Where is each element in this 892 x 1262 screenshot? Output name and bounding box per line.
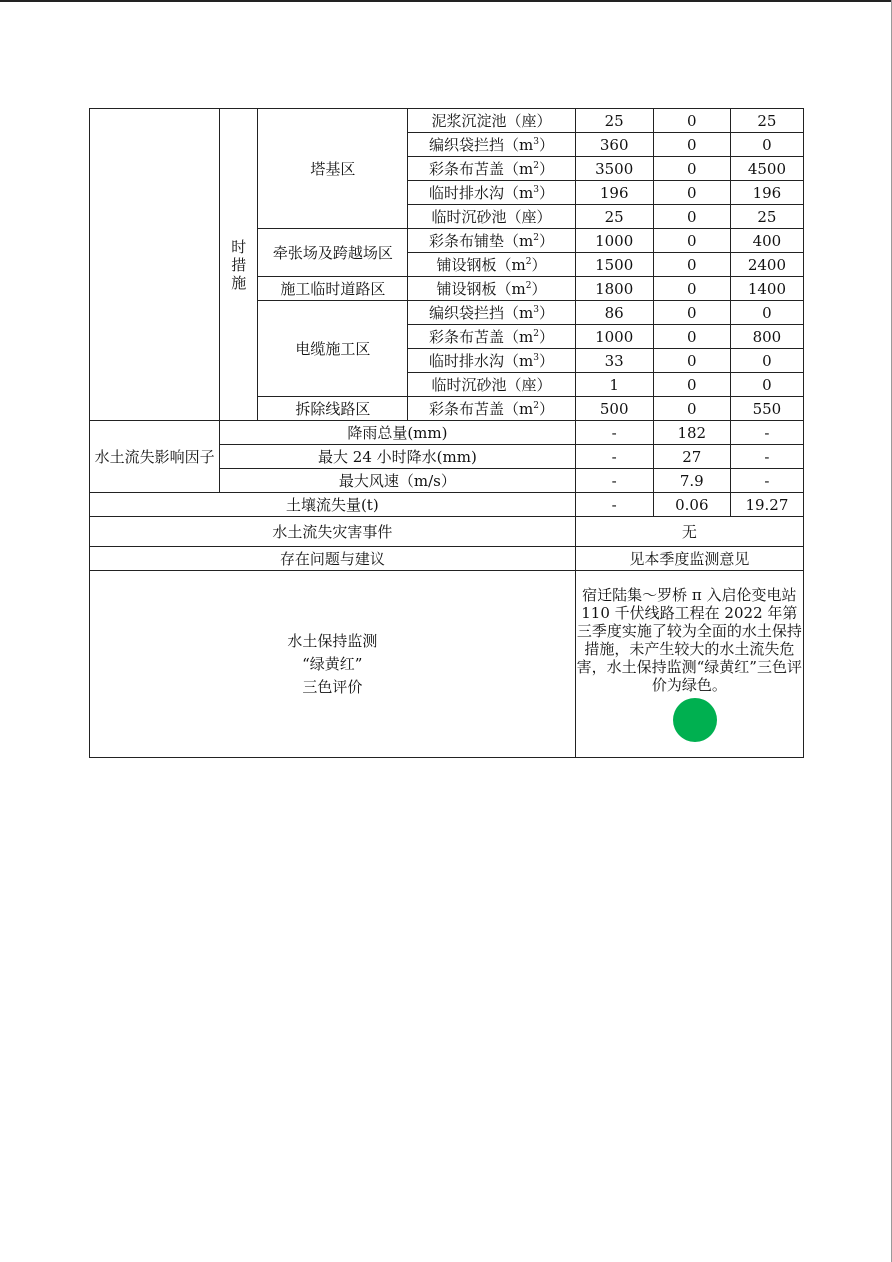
factor-name-cell: 最大 24 小时降水(mm): [220, 445, 575, 469]
measure-name-text: 临时排水沟（m: [429, 183, 534, 202]
value-cell-3: 4500: [730, 157, 803, 181]
measure-type-char: 措: [231, 255, 247, 274]
value-cell-2: 0.06: [653, 493, 730, 517]
value-cell-2: 0: [653, 133, 730, 157]
evaluation-label-line: 水土保持监测: [287, 631, 378, 650]
evaluation-label-line: 三色评价: [302, 677, 363, 696]
page-top-border: [0, 0, 892, 2]
value-cell-1: 500: [575, 397, 653, 421]
disaster-label: 水土流失灾害事件: [90, 517, 576, 547]
measure-type-cell: [220, 109, 258, 421]
value-cell-1: 33: [575, 349, 653, 373]
measure-name-text: 铺设钢板（m: [436, 255, 526, 274]
unit-close-bracket: ）: [539, 351, 555, 370]
value-cell-3: 1400: [730, 277, 803, 301]
blank-category-cell: [90, 109, 220, 421]
value-cell-2: 0: [653, 325, 730, 349]
value-cell-1: -: [575, 445, 653, 469]
value-cell-2: 0: [653, 253, 730, 277]
value-cell-3: 0: [730, 373, 803, 397]
factor-name-cell: 降雨总量(mm): [220, 421, 575, 445]
value-cell-2: 0: [653, 181, 730, 205]
value-cell-1: 25: [575, 205, 653, 229]
evaluation-text: 宿迁陆集～罗桥 π 入启伦变电站 110 千伏线路工程在 2022 年第三季度实施了较为全面的水土保持措施，未产生较大的水土流失危害，水土保持监测“绿黄红”三色评价为绿色。: [576, 586, 802, 694]
measure-name-text: 彩条布铺垫（m: [429, 231, 534, 250]
unit-superscript: 2: [533, 232, 539, 243]
unit-superscript: 3: [533, 184, 539, 195]
unit-close-bracket: ）: [539, 327, 555, 346]
unit-superscript: 3: [533, 304, 539, 315]
measure-name-cell: [408, 373, 575, 397]
zone-name-cell: 塔基区: [258, 109, 408, 229]
value-cell-2: 0: [653, 349, 730, 373]
monitoring-table: [89, 108, 804, 758]
soil-loss-row: [90, 493, 804, 517]
measure-type-char: 时: [231, 237, 247, 256]
zone-name-cell: 施工临时道路区: [258, 277, 408, 301]
measure-name-text: 临时排水沟（m: [429, 351, 534, 370]
value-cell-2: 0: [653, 397, 730, 421]
value-cell-3: 19.27: [730, 493, 803, 517]
value-cell-3: -: [730, 445, 803, 469]
value-cell-2: 0: [653, 301, 730, 325]
value-cell-1: -: [575, 493, 653, 517]
measure-name-cell: [408, 253, 575, 277]
zone-name-cell: 牵张场及跨越场区: [258, 229, 408, 277]
unit-close-bracket: ）: [539, 399, 555, 418]
value-cell-3: 0: [730, 349, 803, 373]
value-cell-3: 800: [730, 325, 803, 349]
value-cell-2: 0: [653, 157, 730, 181]
value-cell-3: 196: [730, 181, 803, 205]
unit-superscript: 3: [533, 352, 539, 363]
measure-name-cell: [408, 301, 575, 325]
unit-close-bracket: ）: [539, 135, 555, 154]
value-cell-1: 25: [575, 109, 653, 133]
value-cell-1: -: [575, 469, 653, 493]
value-cell-2: 182: [653, 421, 730, 445]
soil-loss-label: 土壤流失量(t): [90, 493, 576, 517]
measure-name-cell: [408, 109, 575, 133]
value-cell-1: 1000: [575, 325, 653, 349]
measure-name-cell: [408, 229, 575, 253]
factor-row: [90, 421, 804, 445]
value-cell-3: 0: [730, 133, 803, 157]
unit-close-bracket: ）: [539, 303, 555, 322]
factor-group-label: 水土流失影响因子: [90, 421, 220, 493]
measure-name-cell: [408, 277, 575, 301]
measure-name-cell: [408, 349, 575, 373]
measure-name-text: 彩条布苫盖（m: [429, 399, 534, 418]
value-cell-2: 0: [653, 277, 730, 301]
value-cell-3: -: [730, 421, 803, 445]
unit-superscript: 3: [533, 136, 539, 147]
green-result-indicator: [673, 698, 717, 742]
value-cell-1: 86: [575, 301, 653, 325]
table-row: [90, 109, 804, 133]
unit-superscript: 2: [525, 280, 532, 291]
value-cell-2: 0: [653, 109, 730, 133]
value-cell-1: 1500: [575, 253, 653, 277]
value-cell-3: 2400: [730, 253, 803, 277]
value-cell-3: 25: [730, 205, 803, 229]
zone-name-cell: 拆除线路区: [258, 397, 408, 421]
factor-name-cell: 最大风速（m/s）: [220, 469, 575, 493]
measure-name-cell: [408, 133, 575, 157]
unit-close-bracket: ）: [539, 231, 555, 250]
measure-name-text: 临时沉砂池（座）: [431, 207, 552, 226]
measure-name-text: 临时沉砂池（座）: [431, 375, 552, 394]
unit-superscript: 2: [525, 256, 532, 267]
value-cell-1: 1000: [575, 229, 653, 253]
unit-close-bracket: ）: [539, 159, 555, 178]
measure-name-text: 泥浆沉淀池（座）: [431, 111, 552, 130]
evaluation-label: [90, 571, 576, 758]
measure-name-text: 彩条布苫盖（m: [429, 159, 534, 178]
unit-superscript: 2: [533, 400, 539, 411]
value-cell-1: 360: [575, 133, 653, 157]
disaster-value: 无: [575, 517, 803, 547]
unit-close-bracket: ）: [531, 279, 547, 298]
evaluation-remark: [575, 571, 803, 758]
measure-name-cell: [408, 397, 575, 421]
unit-superscript: 2: [533, 328, 539, 339]
measure-name-cell: [408, 181, 575, 205]
value-cell-2: 0: [653, 373, 730, 397]
value-cell-3: 25: [730, 109, 803, 133]
value-cell-1: 1: [575, 373, 653, 397]
issues-row: [90, 547, 804, 571]
disaster-row: [90, 517, 804, 547]
value-cell-3: 550: [730, 397, 803, 421]
unit-close-bracket: ）: [539, 183, 555, 202]
measure-name-cell: [408, 157, 575, 181]
issues-label: 存在问题与建议: [90, 547, 576, 571]
measure-name-text: 编织袋拦挡（m: [429, 303, 534, 322]
value-cell-1: 1800: [575, 277, 653, 301]
measure-name-cell: [408, 205, 575, 229]
value-cell-3: 400: [730, 229, 803, 253]
evaluation-row: [90, 571, 804, 758]
measure-type-char: 施: [231, 273, 247, 292]
measure-name-text: 铺设钢板（m: [436, 279, 526, 298]
value-cell-1: 3500: [575, 157, 653, 181]
measure-name-text: 彩条布苫盖（m: [429, 327, 534, 346]
measure-name-cell: [408, 325, 575, 349]
unit-superscript: 2: [533, 160, 539, 171]
value-cell-2: 0: [653, 205, 730, 229]
table-body: [90, 109, 804, 758]
value-cell-1: -: [575, 421, 653, 445]
value-cell-3: -: [730, 469, 803, 493]
value-cell-3: 0: [730, 301, 803, 325]
unit-close-bracket: ）: [531, 255, 547, 274]
measure-name-text: 编织袋拦挡（m: [429, 135, 534, 154]
value-cell-2: 7.9: [653, 469, 730, 493]
value-cell-2: 27: [653, 445, 730, 469]
zone-name-cell: 电缆施工区: [258, 301, 408, 397]
evaluation-label-line: “绿黄红”: [302, 654, 363, 673]
issues-value: 见本季度监测意见: [575, 547, 803, 571]
value-cell-1: 196: [575, 181, 653, 205]
value-cell-2: 0: [653, 229, 730, 253]
